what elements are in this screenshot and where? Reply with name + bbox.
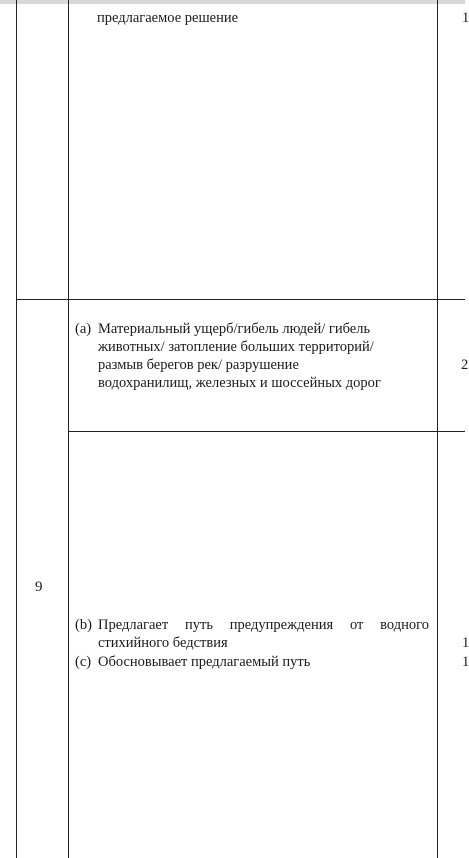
row-divider-parts — [68, 431, 465, 432]
part-a-marker: (a) — [75, 321, 92, 337]
part-b-line-2: стихийного бедствия — [98, 635, 228, 651]
mark-part-c: 1 — [462, 654, 469, 670]
mark-solution: 1 — [462, 10, 469, 26]
part-a-line-2: животных/ затопление больших территорий/ — [98, 339, 374, 355]
part-a-line-4: водохранилищ, железных и шоссейных дорог — [98, 375, 381, 391]
mark-column-divider — [437, 0, 438, 858]
row-divider-top — [16, 299, 465, 300]
mark-part-a: 2 — [461, 357, 469, 373]
mark-part-b: 1 — [462, 635, 469, 651]
number-column-divider — [68, 0, 69, 858]
part-a-line-3: размыв берегов рек/ разрушение — [98, 357, 299, 373]
part-c-marker: (c) — [75, 654, 92, 670]
part-b-line-1: Предлагает путь предупреждения от водного — [98, 617, 429, 633]
table-left-border — [16, 0, 17, 858]
top-edge-strip — [0, 0, 465, 4]
part-b-marker: (b) — [75, 617, 92, 633]
question-number: 9 — [35, 579, 43, 595]
criterion-text-solution: предлагаемое решение — [97, 10, 239, 26]
part-a-line-1: Материальный ущерб/гибель людей/ гибель — [98, 321, 371, 337]
part-c-text: Обосновывает предлагаемый путь — [98, 654, 311, 670]
